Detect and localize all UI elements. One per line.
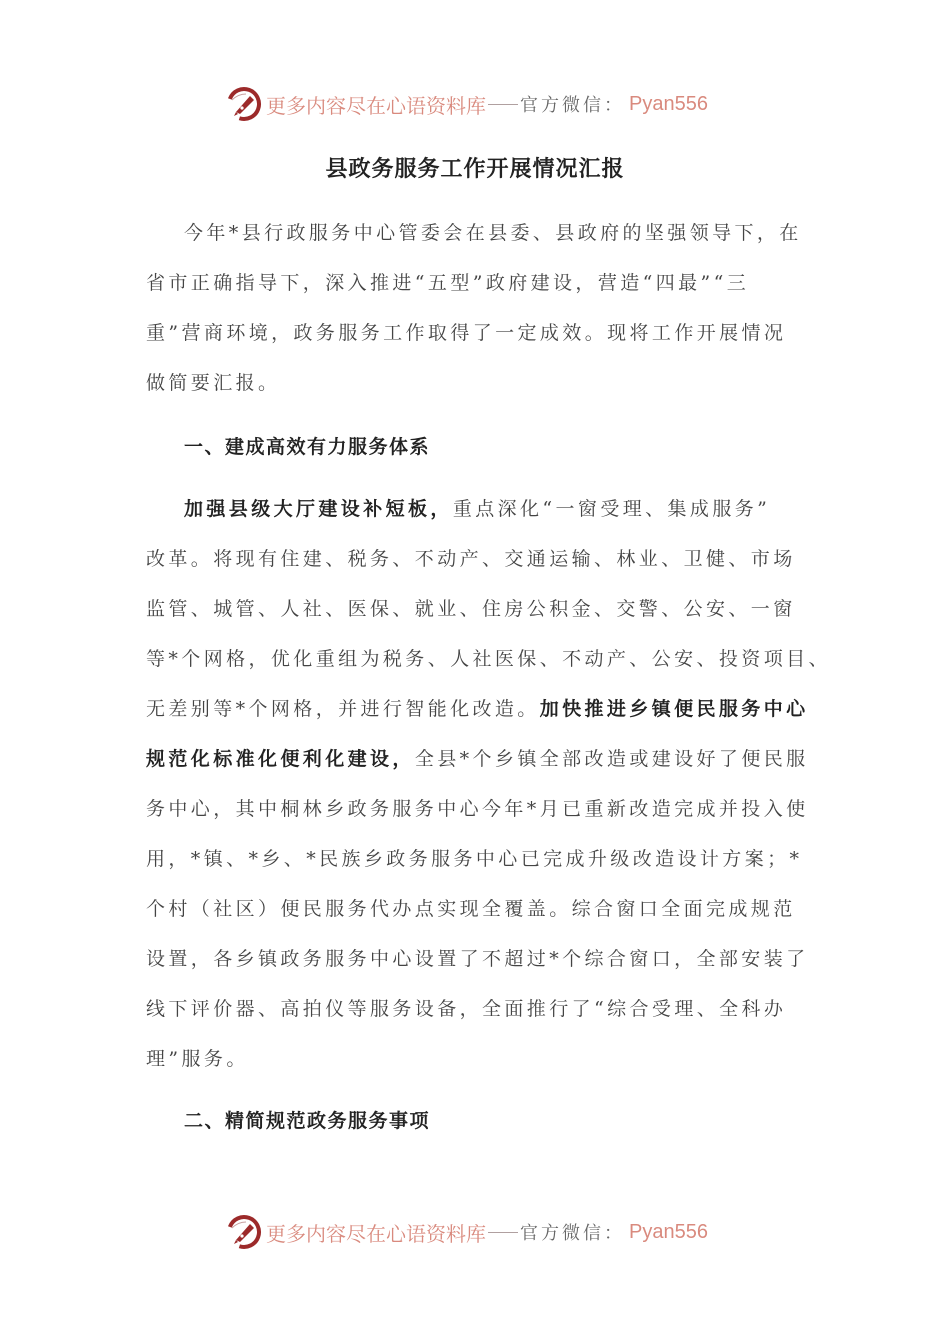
separator-dash (488, 104, 518, 105)
text-line: 今年*县行政服务中心管委会在县委、县政府的坚强领导下，在 (184, 222, 802, 244)
pen-nib-icon (226, 86, 262, 122)
text-line: 重”营商环境，政务服务工作取得了一定成效。现将工作开展情况 (146, 322, 787, 344)
wechat-id: Pyan556 (629, 1220, 708, 1243)
text-line: 线下评价器、高拍仪等服务设备，全面推行了“综合受理、全科办 (146, 998, 787, 1020)
text-line: 设置，各乡镇政务服务中心设置了不超过*个综合窗口，全部安装了 (146, 948, 809, 970)
text-line: 务中心，其中桐林乡政务服务中心今年*月已重新改造完成并投入使 (146, 798, 809, 820)
bold-lead: 规范化标准化便利化建设， (146, 748, 415, 770)
section-heading-2: 二、精简规范政务服务事项 (184, 1110, 431, 1132)
text-line: 省市正确指导下，深入推进“五型”政府建设，营造“四最”“三 (146, 272, 750, 294)
text-line: 监管、城管、人社、医保、就业、住房公积金、交警、公安、一窗 (146, 598, 796, 620)
footer-banner (226, 1212, 708, 1252)
section-heading-1: 一、建成高效有力服务体系 (184, 436, 431, 458)
text-run: 无差别等*个网格，并进行智能化改造。 (146, 698, 540, 720)
text-line: 改革。将现有住建、税务、不动产、交通运输、林业、卫健、市场 (146, 548, 796, 570)
text-line (146, 484, 806, 534)
bold-lead: 加快推进乡镇便民服务中心 (539, 698, 809, 720)
text-line: 做简要汇报。 (146, 372, 281, 394)
text-line (146, 684, 809, 734)
separator-dash (488, 1232, 518, 1233)
text-line: 理”服务。 (146, 1048, 249, 1070)
official-label: 官方微信： (520, 1223, 625, 1244)
text-line: 用，*镇、*乡、*民族乡政务服务中心已完成升级改造设计方案；* (146, 848, 803, 870)
wechat-id: Pyan556 (629, 92, 708, 115)
text-line (146, 734, 809, 784)
document-title: 县政务服务工作开展情况汇报 (325, 156, 625, 182)
text-run: 全县*个乡镇全部改造或建设好了便民服 (414, 748, 809, 770)
brand-text: 更多内容尽在心语资料库 (266, 1221, 486, 1246)
text-run: 重点深化“一窗受理、集成服务” (452, 498, 771, 520)
pen-nib-icon (226, 1214, 262, 1250)
section-1-body (146, 484, 831, 1084)
text-line: 等*个网格，优化重组为税务、人社医保、不动产、公安、投资项目、 (146, 648, 831, 670)
brand-text: 更多内容尽在心语资料库 (266, 93, 486, 118)
header-banner (226, 84, 708, 124)
official-label: 官方微信： (520, 95, 625, 116)
bold-lead: 加强县级大厅建设补短板， (184, 498, 453, 520)
text-line: 个村（社区）便民服务代办点实现全覆盖。综合窗口全面完成规范 (146, 898, 796, 920)
intro-paragraph (146, 208, 806, 408)
